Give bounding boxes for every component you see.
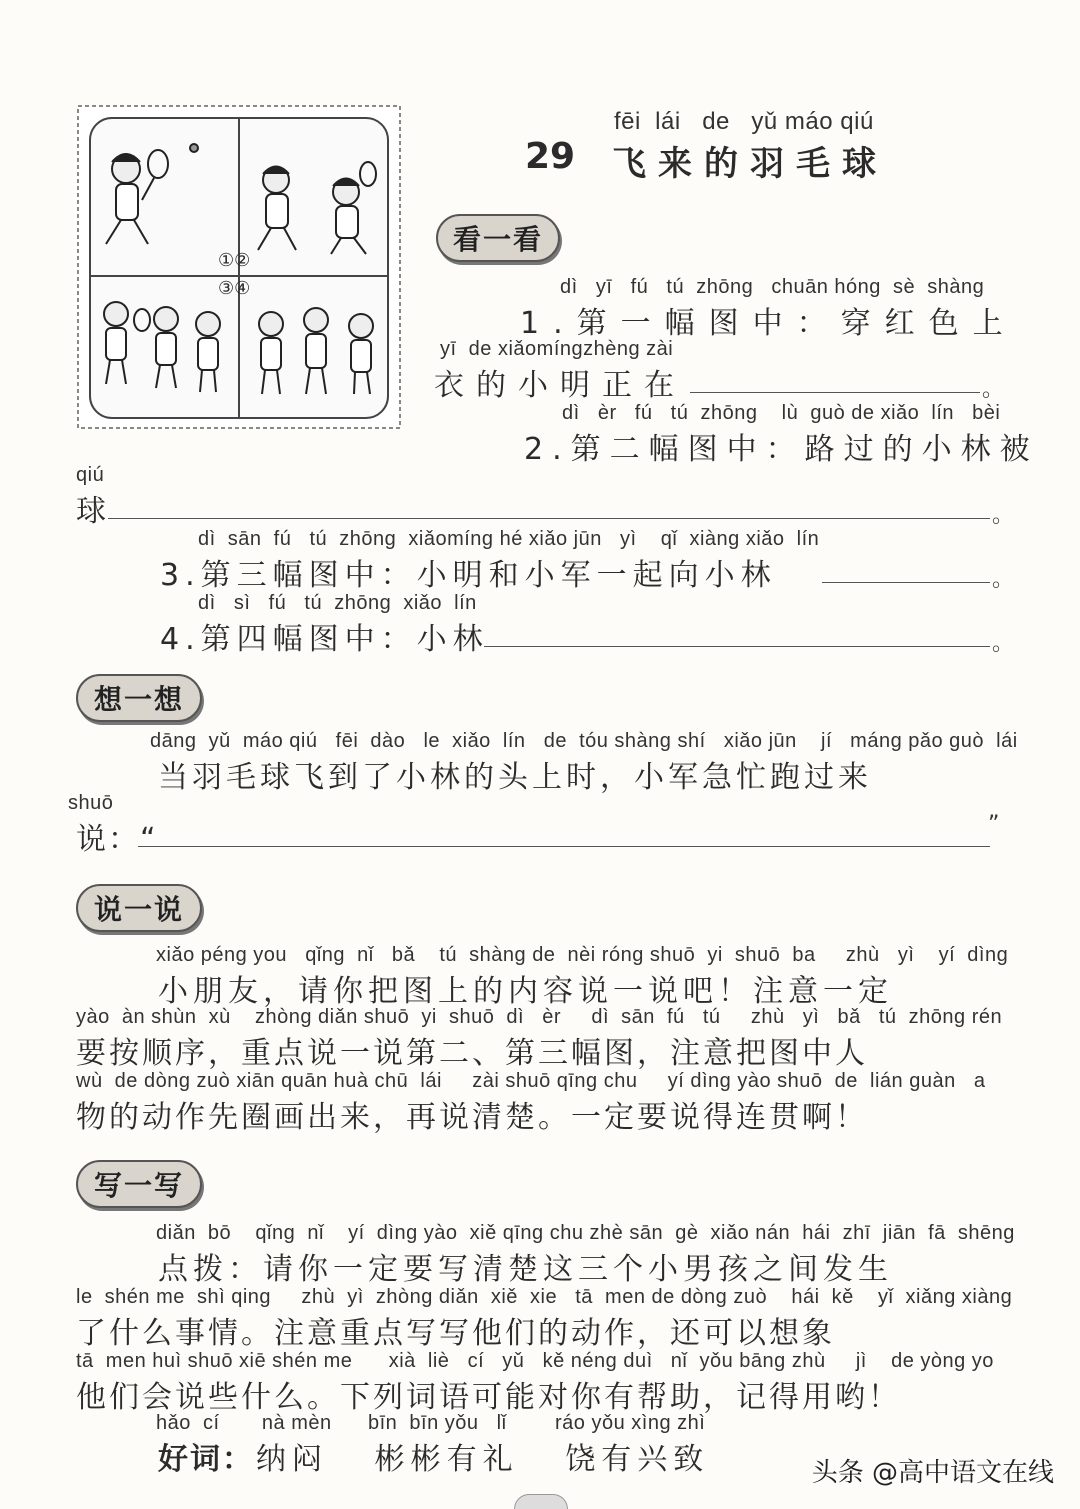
lesson-number: 29 [525,136,576,177]
q3-answer-line[interactable] [822,582,990,583]
q2-answer-line[interactable] [108,518,990,519]
say-pinyin-3: wù de dòng zuò xiān quān huà chū lái zài shuō qīng chu yí dìng yào shuō de lián guàn a [76,1070,986,1092]
write-pinyin-3: tā men huì shuō xiē shén me xià liè cí yǔ kě néng duì nǐ yǒu bāng zhù jì de yòng yo [76,1350,994,1372]
q1-pinyin: dì yī fú tú zhōng chuān hóng sè shàng [560,276,985,298]
say-text-3: 物的动作先圈画出来，再说清楚。一定要说得连贯啊！ [76,1100,868,1135]
think-text-1: 当羽毛球飞到了小林的头上时，小军急忙跑过来 [158,760,872,795]
good-words-label: 好词： [158,1442,254,1477]
write-pinyin-2: le shén me shì qing zhù yì zhòng diǎn xiě xie tā men de dòng zuò hái kě yǐ xiǎng xiàng [76,1286,1013,1308]
think-close-quote: ” [988,812,1000,837]
say-pinyin-1: xiǎo péng you qǐng nǐ bǎ tú shàng de nèi róng shuō yi shuō ba zhù yì yí dìng [156,944,1009,966]
q1b-text: 衣的小明正在 [434,368,686,403]
q4-text: 4.第四幅图中：小林 [160,622,489,657]
write-pinyin-4: hǎo cí nà mèn bīn bīn yǒu lǐ ráo yǒu xìng zhì [156,1412,706,1434]
q2-text: 2.第二幅图中：路过的小林被 [524,432,1039,467]
think-pinyin-2: shuō [68,792,114,814]
page-title: 飞来的羽毛球 [612,144,888,184]
q4-answer-line[interactable] [484,646,990,647]
write-text-2: 了什么事情。注意重点写写他们的动作，还可以想象 [76,1316,835,1351]
section-badge-think: 想一想 [76,674,202,722]
think-answer-line[interactable] [138,846,990,847]
watermark: 头条 @高中语文在线 [811,1458,1054,1488]
q2-pinyin: dì èr fú tú zhōng lù guò de xiǎo lín bèi [562,402,1001,424]
section-badge-say: 说一说 [76,884,202,932]
section-badge-look: 看一看 [436,214,560,262]
q1-period: 。 [982,377,1005,402]
q4-period: 。 [992,631,1015,656]
q3-period: 。 [992,567,1015,592]
title-pinyin: fēi lái de yǔ máo qiú [614,108,874,135]
say-text-1: 小朋友，请你把图上的内容说一说吧！注意一定 [158,974,893,1009]
think-text-2: 说：“ [76,822,158,857]
say-pinyin-2: yào àn shùn xù zhòng diǎn shuō yi shuō dì èr dì sān fú tú zhù yì bǎ tú zhōng rén [76,1006,1003,1028]
q1-text: 1.第一幅图中：穿红色上 [520,306,1017,341]
write-pinyin-1: diǎn bō qǐng nǐ yí dìng yào xiě qīng chu zhè sān gè xiǎo nán hái zhī jiān fā shēng [156,1222,1015,1244]
say-text-2: 要按顺序，重点说一说第二、第三幅图，注意把图中人 [76,1036,868,1071]
panel-label-top: ①② [218,250,251,271]
q2b-text: 球 [76,494,116,529]
q4-pinyin: dì sì fú tú zhōng xiǎo lín [198,592,477,614]
q2b-pinyin: qiú [76,464,105,486]
section-badge-write: 写一写 [76,1160,202,1208]
q3-text: 3.第三幅图中：小明和小军一起向小林 [160,558,777,593]
think-pinyin-1: dāng yǔ máo qiú fēi dào le xiǎo lín de tóu shàng shí xiǎo jūn jí máng pǎo guò lái [150,730,1018,752]
picture-frame [76,104,402,430]
q3-pinyin: dì sān fú tú zhōng xiǎomíng hé xiǎo jūn yì qǐ xiàng xiǎo lín [198,528,820,550]
q1b-pinyin: yī de xiǎomíngzhèng zài [440,338,674,360]
page-ornament [514,1494,568,1509]
write-text-1: 点拨：请你一定要写清楚这三个小男孩之间发生 [158,1252,893,1287]
write-text-3: 他们会说些什么。下列词语可能对你有帮助，记得用哟！ [76,1380,901,1415]
panel-label-bottom: ③④ [218,278,251,299]
q2-period: 。 [992,503,1015,528]
q1-answer-line[interactable] [690,392,980,393]
good-words: 纳闷 彬彬有礼 饶有兴致 [256,1442,710,1477]
